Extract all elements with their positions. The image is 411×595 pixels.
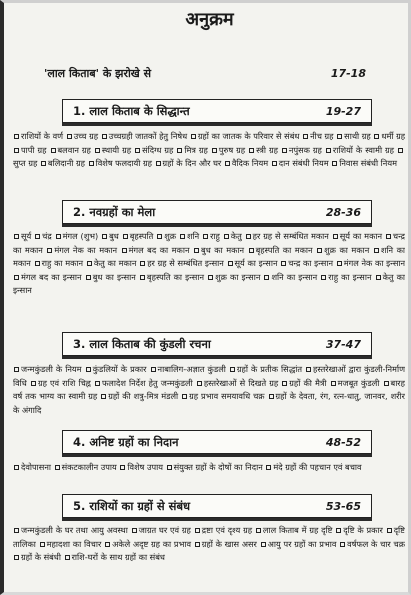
topic-item xyxy=(166,462,263,472)
checkbox-bullet-icon xyxy=(224,234,229,239)
topic-item xyxy=(330,378,380,388)
topic-item xyxy=(320,272,371,282)
topic-label: अकेले अदृष्ट ग्रह का प्रभाव xyxy=(112,538,192,549)
checkbox-bullet-icon xyxy=(31,381,36,386)
checkbox-bullet-icon xyxy=(282,148,287,153)
topic-label: शुक्र का मकान xyxy=(324,244,370,255)
checkbox-bullet-icon xyxy=(40,542,45,547)
topic-item xyxy=(229,364,302,374)
topic-label: मंगल बद का मकान xyxy=(128,244,190,255)
checkbox-bullet-icon xyxy=(47,248,52,253)
topic-item xyxy=(13,462,51,472)
topic-item xyxy=(263,272,317,282)
topic-item xyxy=(336,131,371,141)
topic-label: नीच ग्रह xyxy=(310,131,334,141)
checkbox-bullet-icon xyxy=(195,542,200,547)
checkbox-bullet-icon xyxy=(374,134,379,139)
topic-label: महादशा का विचार xyxy=(46,538,102,549)
topic-label: फलादेश निर्देश हेतु जन्मकुंडली xyxy=(101,377,193,388)
checkbox-bullet-icon xyxy=(14,528,19,533)
checkbox-bullet-icon xyxy=(326,148,331,153)
checkbox-bullet-icon xyxy=(337,261,342,266)
checkbox-bullet-icon xyxy=(123,234,128,239)
section-title: 5. राशियों का ग्रहों से संबंध xyxy=(73,499,191,513)
checkbox-bullet-icon xyxy=(102,134,107,139)
section-heading-4 xyxy=(62,430,372,454)
checkbox-bullet-icon xyxy=(387,528,392,533)
topic-item xyxy=(194,539,257,549)
topic-item xyxy=(13,145,47,155)
topic-label: बलिदानी ग्रह xyxy=(47,158,85,168)
checkbox-bullet-icon xyxy=(398,148,403,153)
topic-label: शनि xyxy=(186,231,200,241)
topic-label: केतु का इन्सान xyxy=(13,271,405,295)
checkbox-bullet-icon xyxy=(67,134,72,139)
checkbox-bullet-icon xyxy=(281,261,286,266)
topic-label: सूर्य का मकान xyxy=(339,231,383,241)
topic-label: बृहस्पति का इन्सान xyxy=(146,271,204,282)
topic-label: शुक्र xyxy=(164,231,177,241)
checkbox-bullet-icon xyxy=(225,161,230,166)
topic-item xyxy=(66,131,98,141)
intro-label: 'लाल किताब' के झरोखे से xyxy=(44,67,152,80)
topic-item xyxy=(260,539,337,549)
topic-item xyxy=(281,378,326,388)
topic-label: नपुंसक ग्रह xyxy=(288,144,322,155)
checkbox-bullet-icon xyxy=(41,161,46,166)
topic-item xyxy=(119,462,163,472)
section-title: 1. लाल किताब के सिद्धान्त xyxy=(73,104,190,118)
topic-label: ग्रह एवं राशि चिह्न xyxy=(37,377,91,388)
topic-item xyxy=(302,131,333,141)
checkbox-bullet-icon xyxy=(386,234,391,239)
topic-item xyxy=(227,258,278,268)
topic-item xyxy=(85,272,136,282)
topic-item xyxy=(86,258,137,268)
topic-label: हस्तरेखाओं से दिखते ग्रह xyxy=(203,377,279,388)
topic-item xyxy=(34,258,84,268)
checkbox-bullet-icon xyxy=(197,381,202,386)
topic-item xyxy=(339,539,405,549)
topic-item xyxy=(64,552,165,562)
section-title: 3. लाल किताब की कुंडली रचना xyxy=(73,337,211,351)
checkbox-bullet-icon xyxy=(230,367,235,372)
topic-item xyxy=(190,131,300,141)
topic-label: ग्रहों की शत्रु-मित्र मंडली xyxy=(108,391,179,401)
topic-item xyxy=(13,364,82,374)
section-topics-1 xyxy=(13,130,405,198)
topic-label: वर्षफल के चार चक्र xyxy=(347,538,405,549)
checkbox-bullet-icon xyxy=(140,261,145,266)
topic-label: राहु xyxy=(210,231,220,241)
checkbox-bullet-icon xyxy=(282,381,287,386)
topic-label: बलवान ग्रह xyxy=(57,144,91,155)
topic-label: ग्रह प्रभाव समयावधि चक्र xyxy=(189,391,265,401)
topic-label: ग्रहों के खास असर xyxy=(201,538,257,549)
section-topics-3 xyxy=(13,363,405,427)
topic-label: दृष्टि तालिका xyxy=(13,525,405,549)
topic-label: राहु का इन्सान xyxy=(328,271,372,282)
checkbox-bullet-icon xyxy=(261,542,266,547)
topic-item xyxy=(139,272,204,282)
topic-label: बुध का मकान xyxy=(201,244,245,255)
topic-label: पापी ग्रह xyxy=(21,144,47,155)
topic-label: शुक्र का इन्सान xyxy=(215,271,261,282)
topic-label: मंगल नेक का मकान xyxy=(54,244,118,255)
topic-item xyxy=(94,145,131,155)
topic-item xyxy=(101,231,119,241)
checkbox-bullet-icon xyxy=(14,367,19,372)
topic-label: ग्रहों के प्रतीक सिद्धांत xyxy=(236,364,303,374)
checkbox-bullet-icon xyxy=(191,134,196,139)
checkbox-bullet-icon xyxy=(266,465,271,470)
topic-label: राहु का मकान xyxy=(41,258,84,268)
topic-item xyxy=(248,245,313,255)
checkbox-bullet-icon xyxy=(14,555,19,560)
topic-item xyxy=(255,525,333,535)
checkbox-bullet-icon xyxy=(65,555,70,560)
checkbox-bullet-icon xyxy=(256,528,261,533)
section-pages: 37-47 xyxy=(325,338,361,351)
section-heading-2 xyxy=(62,200,372,224)
section-pages: 28-36 xyxy=(325,206,361,219)
topic-label: संकटकालीन उपाय xyxy=(61,462,117,472)
checkbox-bullet-icon xyxy=(156,161,161,166)
topic-label: बुध का इन्सान xyxy=(92,271,136,282)
topic-label: जाग्रत घर एवं ग्रह xyxy=(138,525,191,535)
topic-item xyxy=(224,158,268,168)
checkbox-bullet-icon xyxy=(86,275,91,280)
topic-label: चन्द्र का इन्सान xyxy=(288,258,333,268)
checkbox-bullet-icon xyxy=(228,261,233,266)
topic-label: हस्तरेखाओं द्वारा कुंडली-निर्माण विधि xyxy=(13,364,405,388)
checkbox-bullet-icon xyxy=(249,248,254,253)
topic-label: पुरुष ग्रह xyxy=(218,144,246,155)
checkbox-bullet-icon xyxy=(180,234,185,239)
checkbox-bullet-icon xyxy=(151,367,156,372)
checkbox-bullet-icon xyxy=(35,234,40,239)
checkbox-bullet-icon xyxy=(132,528,137,533)
checkbox-bullet-icon xyxy=(14,148,19,153)
section-heading-5 xyxy=(62,494,372,518)
section-pages: 48-52 xyxy=(325,436,361,449)
checkbox-bullet-icon xyxy=(331,381,336,386)
topic-label: मंगल नेक का इन्सान xyxy=(343,258,405,268)
topic-label: मंगल (शुभ) xyxy=(62,231,99,241)
topic-item xyxy=(50,145,91,155)
topic-label: निवास संबंधी नियम xyxy=(339,158,397,168)
checkbox-bullet-icon xyxy=(333,234,338,239)
topic-item xyxy=(271,158,329,168)
intro-pages: 17-18 xyxy=(330,67,366,80)
topic-label: ग्रहों की मैत्री xyxy=(289,377,327,388)
topic-label: दान संबंधी नियम xyxy=(278,158,329,168)
checkbox-bullet-icon xyxy=(208,275,213,280)
topic-label: आयु पर ग्रहों का प्रभाव xyxy=(267,538,337,549)
topic-label: धर्मी ग्रह xyxy=(381,131,405,141)
topic-item xyxy=(265,462,361,472)
checkbox-bullet-icon xyxy=(120,465,125,470)
topic-label: देवोपासना xyxy=(21,462,51,472)
topic-item xyxy=(54,462,117,472)
topic-item xyxy=(100,391,178,401)
section-topics-2 xyxy=(13,230,405,326)
topic-label: कुंडलियों के प्रकार xyxy=(92,364,147,374)
topic-label: ग्रहों का जातक के परिवार से संबंध xyxy=(197,131,300,141)
topic-label: स्थायी ग्रह xyxy=(101,144,132,155)
topic-label: बृहस्पति का मकान xyxy=(255,244,313,255)
topic-item xyxy=(150,364,226,374)
section-pages: 19-27 xyxy=(325,105,361,118)
topic-item xyxy=(34,231,52,241)
topic-item xyxy=(94,378,193,388)
topic-item xyxy=(101,131,187,141)
topic-item xyxy=(193,245,244,255)
topic-label: उच्च ग्रह xyxy=(73,131,99,141)
checkbox-bullet-icon xyxy=(321,275,326,280)
checkbox-bullet-icon xyxy=(135,148,140,153)
checkbox-bullet-icon xyxy=(203,234,208,239)
checkbox-bullet-icon xyxy=(14,465,19,470)
topic-item xyxy=(13,552,61,562)
topic-item xyxy=(121,245,190,255)
checkbox-bullet-icon xyxy=(269,394,274,399)
topic-label: बृहस्पति xyxy=(129,231,154,241)
section-heading-1 xyxy=(62,99,372,123)
topic-item xyxy=(196,378,278,388)
page-title: अनुक्रम xyxy=(185,9,234,30)
section-heading-3 xyxy=(62,332,372,356)
topic-label: लाल किताब में ग्रह दृष्टि xyxy=(262,525,333,535)
topic-label: ग्रहों के दिन और घर xyxy=(162,158,222,168)
topic-item xyxy=(88,158,152,168)
topic-label: साथी ग्रह xyxy=(344,131,371,141)
topic-item xyxy=(85,364,147,374)
checkbox-bullet-icon xyxy=(332,161,337,166)
checkbox-bullet-icon xyxy=(212,148,217,153)
checkbox-bullet-icon xyxy=(51,148,56,153)
topic-item xyxy=(30,378,91,388)
checkbox-bullet-icon xyxy=(317,248,322,253)
intro-entry xyxy=(44,67,366,81)
topic-label: जन्मकुंडली के नियम xyxy=(21,364,82,374)
topic-item xyxy=(223,231,242,241)
checkbox-bullet-icon xyxy=(306,367,311,372)
checkbox-bullet-icon xyxy=(264,275,269,280)
topic-label: संयुक्त ग्रहों के दोषों का निदान xyxy=(173,462,263,472)
topic-label: राशियों के स्वामी ग्रह xyxy=(332,144,395,155)
topic-label: विशेष फलदायी ग्रह xyxy=(95,158,152,168)
checkbox-bullet-icon xyxy=(340,542,345,547)
topic-label: बारह वर्ष तक भाग्य का स्वामी ग्रह xyxy=(13,377,405,401)
topic-item xyxy=(280,258,333,268)
checkbox-bullet-icon xyxy=(95,148,100,153)
topic-label: शनि का इन्सान xyxy=(271,271,318,282)
topic-item xyxy=(179,231,199,241)
checkbox-bullet-icon xyxy=(140,275,145,280)
checkbox-bullet-icon xyxy=(303,134,308,139)
section-title: 2. नवग्रहों का मेला xyxy=(73,205,156,219)
topic-item xyxy=(211,145,245,155)
topic-label: ग्रहों के संबंधी xyxy=(21,552,61,562)
topic-label: दृष्टि के प्रकार xyxy=(343,525,383,535)
checkbox-bullet-icon xyxy=(87,261,92,266)
topic-item xyxy=(281,145,322,155)
section-topics-4 xyxy=(13,461,405,491)
topic-label: मजबूत कुंडली xyxy=(337,377,380,388)
checkbox-bullet-icon xyxy=(14,134,19,139)
checkbox-bullet-icon xyxy=(122,248,127,253)
topic-label: राशि-घरों के साथ ग्रहों का संबंध xyxy=(71,552,165,562)
topic-item xyxy=(245,231,329,241)
checkbox-bullet-icon xyxy=(101,394,106,399)
topic-label: मित्र ग्रह xyxy=(184,144,208,155)
topic-item xyxy=(336,258,405,268)
topic-label: संदिग्ध ग्रह xyxy=(142,144,174,155)
topic-label: स्त्री ग्रह xyxy=(256,144,278,155)
checkbox-bullet-icon xyxy=(167,465,172,470)
checkbox-bullet-icon xyxy=(105,542,110,547)
topic-item xyxy=(104,539,191,549)
checkbox-bullet-icon xyxy=(177,148,182,153)
topic-item xyxy=(331,158,397,168)
topic-item xyxy=(13,525,128,535)
checkbox-bullet-icon xyxy=(272,161,277,166)
checkbox-bullet-icon xyxy=(89,161,94,166)
topic-label: हर ग्रह से सम्बंधित इन्सान xyxy=(147,258,224,268)
checkbox-bullet-icon xyxy=(182,394,187,399)
topic-item xyxy=(131,525,191,535)
topic-item xyxy=(248,145,278,155)
topic-label: मंगल बद का इन्सान xyxy=(21,271,82,282)
topic-item xyxy=(122,231,154,241)
topic-label: नाबालिग-अज्ञात कुंडली xyxy=(157,364,226,374)
checkbox-bullet-icon xyxy=(337,134,342,139)
topic-item xyxy=(155,158,222,168)
topic-item xyxy=(13,272,82,282)
topic-label: बुध xyxy=(109,231,119,241)
topic-item xyxy=(134,145,173,155)
topic-label: शनि का मकान xyxy=(13,244,405,268)
topic-label: जन्मकुंडली के घर तथा आयु अवस्था xyxy=(21,525,128,535)
topic-item xyxy=(181,391,264,401)
topic-label: उच्चग्रही जातकों हेतु निषेध xyxy=(108,131,188,141)
section-title: 4. अनिष्ट ग्रहों का निदान xyxy=(73,435,179,449)
topic-item xyxy=(55,231,99,241)
topic-item xyxy=(39,539,102,549)
checkbox-bullet-icon xyxy=(35,261,40,266)
topic-label: राशियों के वर्ण xyxy=(21,131,64,141)
checkbox-bullet-icon xyxy=(56,234,61,239)
topic-label: सुप्त ग्रह xyxy=(13,158,38,168)
checkbox-bullet-icon xyxy=(246,234,251,239)
checkbox-bullet-icon xyxy=(95,381,100,386)
topic-label: वैदिक नियम xyxy=(231,158,269,168)
topic-item xyxy=(139,258,224,268)
checkbox-bullet-icon xyxy=(55,465,60,470)
topic-item xyxy=(373,131,405,141)
checkbox-bullet-icon xyxy=(14,275,19,280)
topic-label: केतु का मकान xyxy=(93,258,137,268)
topic-label: हर ग्रह से सम्बंधित मकान xyxy=(252,231,329,241)
topic-item xyxy=(325,145,394,155)
topic-item xyxy=(335,525,383,535)
topic-label: केतु xyxy=(230,231,242,241)
topic-label: विशेष उपाय xyxy=(127,462,163,472)
topic-label: सूर्य xyxy=(21,231,32,241)
checkbox-bullet-icon xyxy=(384,381,389,386)
checkbox-bullet-icon xyxy=(249,148,254,153)
topic-item xyxy=(156,231,176,241)
topic-label: सूर्य का इन्सान xyxy=(234,258,278,268)
checkbox-bullet-icon xyxy=(194,248,199,253)
topic-item xyxy=(13,231,31,241)
topic-item xyxy=(202,231,220,241)
topic-item xyxy=(316,245,369,255)
topic-item xyxy=(207,272,260,282)
topic-label: चंद्र xyxy=(42,231,52,241)
topic-item xyxy=(194,525,252,535)
checkbox-bullet-icon xyxy=(336,528,341,533)
topic-item xyxy=(332,231,382,241)
topic-item xyxy=(176,145,208,155)
checkbox-bullet-icon xyxy=(374,248,379,253)
topic-label: चन्द्र का मकान xyxy=(13,231,405,255)
topic-label: द्रष्टा एवं दृश्य ग्रह xyxy=(201,525,253,535)
topic-label: ग्रहों के देवता, रंग, रत्न-धातु, जानवर, शरीर के अंगादि xyxy=(13,391,405,415)
checkbox-bullet-icon xyxy=(14,234,19,239)
topic-item xyxy=(40,158,85,168)
checkbox-bullet-icon xyxy=(195,528,200,533)
section-pages: 53-65 xyxy=(325,500,361,513)
checkbox-bullet-icon xyxy=(376,275,381,280)
section-topics-5 xyxy=(13,524,405,590)
topic-item xyxy=(46,245,117,255)
checkbox-bullet-icon xyxy=(157,234,162,239)
checkbox-bullet-icon xyxy=(102,234,107,239)
topic-item xyxy=(13,131,63,141)
checkbox-bullet-icon xyxy=(86,367,91,372)
topic-label: मंदे ग्रहों की पहचान एवं बचाव xyxy=(273,462,362,472)
